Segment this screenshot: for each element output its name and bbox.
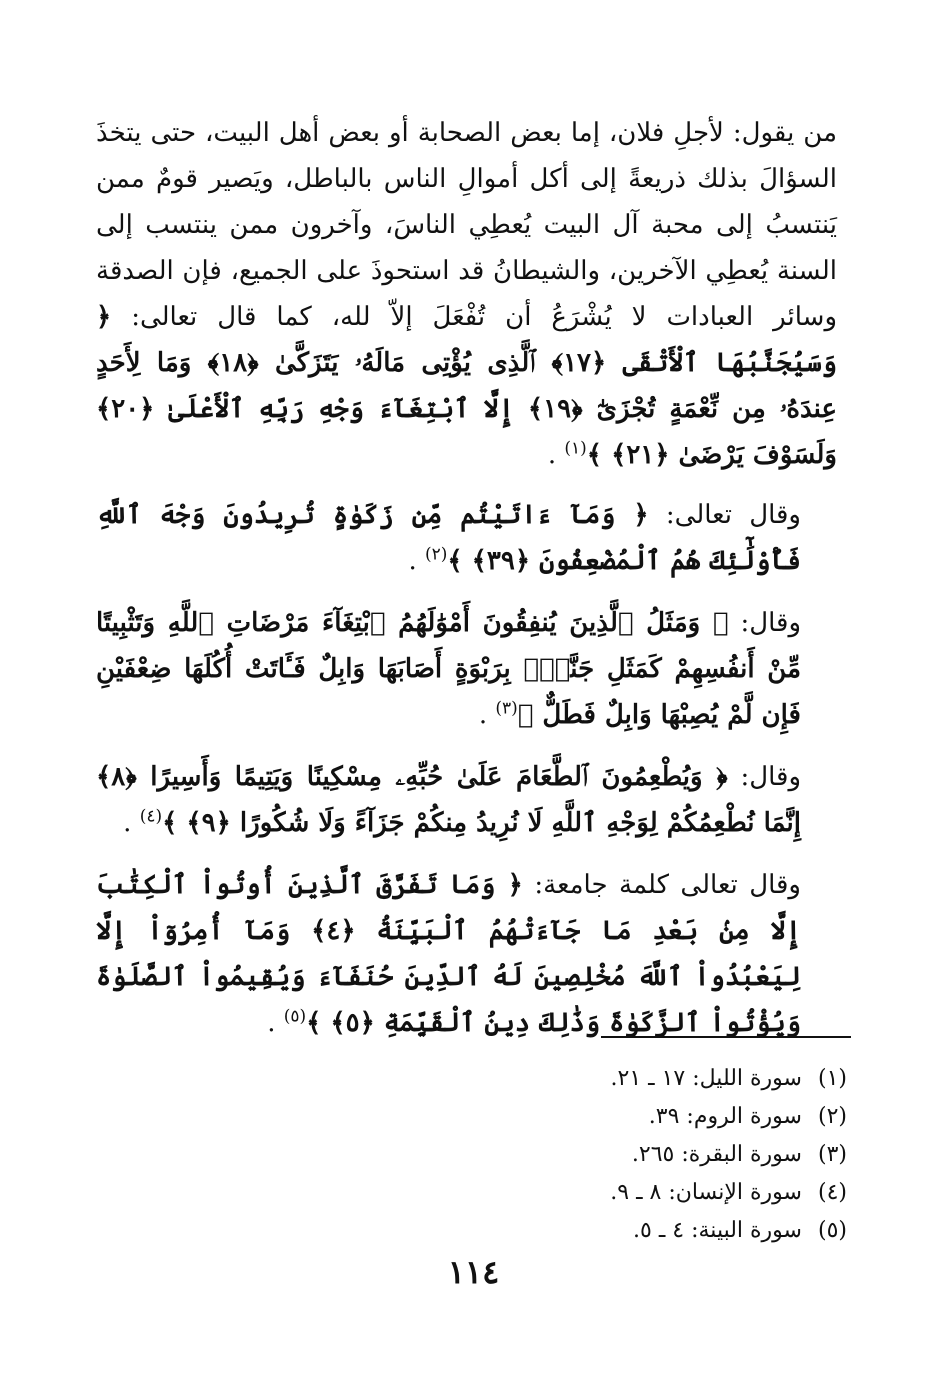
footnote-number: (٥) bbox=[817, 1218, 847, 1243]
paragraph-1-ref: (١) bbox=[564, 438, 587, 459]
footnotes-list bbox=[447, 1060, 847, 1250]
footnote-separator bbox=[601, 1036, 851, 1038]
paragraph-4-ref: (٤) bbox=[139, 806, 163, 827]
paragraph-2-quran: ﴿ وَمَآ ءَاتَيْتُم مِّن زَكَوٰةٍ تُرِيدُونَ وَجْهَ ٱللَّهِ فَأُوْلَٰٓئِكَ هُمُ ٱلْمُضْعِفُونَ ﴿٣٩﴾ ﴾ bbox=[96, 500, 801, 576]
paragraph-5 bbox=[96, 862, 837, 1046]
paragraph-1-quran: ﴿ وَسَيُجَنَّبُهَا ٱلْأَتْقَى ﴿١٧﴾ ٱلَّذِى يُؤْتِى مَالَهُۥ يَتَزَكَّىٰ ﴿١٨﴾ وَمَا لِأَحَدٍ عِندَهُۥ مِن نِّعْمَةٍ تُجْزَىٰٓ ﴿١٩﴾ إِلَّا ٱبْتِغَآءَ وَجْهِ رَبِّهِ ٱلْأَعْلَىٰ ﴿٢٠﴾ وَلَسَوْفَ يَرْضَىٰ ﴿٢١﴾ ﴾ bbox=[96, 302, 838, 470]
paragraph-3 bbox=[96, 600, 837, 738]
page-number: ١١٤ bbox=[447, 1253, 500, 1291]
footnote-text: سورة الليل: ١٧ ـ ٢١. bbox=[610, 1066, 802, 1091]
paragraph-4-text: وقال: bbox=[740, 762, 801, 792]
paragraph-5-text: وقال تعالى كلمة جامعة: bbox=[534, 870, 801, 900]
footnote-item bbox=[447, 1060, 847, 1098]
paragraph-1-text: من يقول: لأجلِ فلان، إما بعض الصحابة أو بعض أهل البيت، حتى يتخذَ السؤالَ بذلك ذريعةً إلى أكل أموالِ الناس بالباطل، ويَصير قومٌ ممن يَنتسبُ إلى محبة آل البيت يُعطِي الناسَ، وآخرون ممن ينتسب إلى السنة يُعطِي الآخرين، والشيطانُ قد استحوذَ على الجميع، فإن الصدقة وسائر العبادات لا يُشْرَعُ أن تُفْعَلَ إلاّ لله، كما قال تعالى: bbox=[96, 118, 837, 332]
footnote-text: سورة الإنسان: ٨ ـ ٩. bbox=[610, 1180, 802, 1205]
paragraph-1-tail: . bbox=[547, 440, 557, 470]
paragraph-4 bbox=[96, 754, 837, 846]
paragraph-3-ref: (٣) bbox=[495, 698, 518, 719]
footnote-item bbox=[447, 1136, 847, 1174]
paragraph-1 bbox=[96, 110, 837, 478]
paragraph-4-quran: ﴿ وَيُطْعِمُونَ ٱلطَّعَامَ عَلَىٰ حُبِّهِۦ مِسْكِينًا وَيَتِيمًا وَأَسِيرًا ﴿٨﴾ إِنَّمَا نُطْعِمُكُمْ لِوَجْهِ ٱللَّهِ لَا نُرِيدُ مِنكُمْ جَزَآءً وَلَا شُكُورًا ﴿٩﴾ ﴾ bbox=[96, 762, 801, 838]
footnote-number: (٣) bbox=[817, 1142, 847, 1167]
paragraph-3-tail: . bbox=[478, 700, 488, 730]
footnote-number: (٤) bbox=[817, 1180, 847, 1205]
paragraph-3-text: وقال: bbox=[740, 608, 802, 638]
footnote-text: سورة الروم: ٣٩. bbox=[648, 1104, 802, 1129]
footnote-item bbox=[447, 1174, 847, 1212]
paragraph-2-text: وقال تعالى: bbox=[665, 500, 801, 530]
paragraph-5-ref: (٥) bbox=[283, 1006, 307, 1027]
paragraph-5-quran: ﴿ وَمَا تَفَرَّقَ ٱلَّذِينَ أُوتُواْ ٱلْكِتَٰبَ إِلَّا مِنۢ بَعْدِ مَا جَآءَتْهُمُ ٱلْبَيِّنَةُ ﴿٤﴾ وَمَآ أُمِرُوٓاْ إِلَّا لِيَعْبُدُواْ ٱللَّهَ مُخْلِصِينَ لَهُ ٱلدِّينَ حُنَفَآءَ وَيُقِيمُواْ ٱلصَّلَوٰةَ وَيُؤْتُواْ ٱلزَّكَوٰةَ وَذَٰلِكَ دِينُ ٱلْقَيِّمَةِ ﴿٥﴾ ﴾ bbox=[96, 870, 801, 1038]
paragraph-5-tail: . bbox=[267, 1008, 276, 1038]
paragraph-2 bbox=[96, 492, 837, 584]
footnote-number: (٢) bbox=[817, 1104, 847, 1129]
paragraph-3-quran: ﴿ وَمَثَلُ ٱلَّذِينَ يُنفِقُونَ أَمْوَٰلَهُمُ ٱبْتِغَآءَ مَرْضَاتِ ٱللَّهِ وَتَثْبِيتًا مِّنْ أَنفُسِهِمْ كَمَثَلِ جَنَّةٍۭ بِرَبْوَةٍ أَصَابَهَا وَابِلٌ فَـَٔاتَتْ أُكُلَهَا ضِعْفَيْنِ فَإِن لَّمْ يُصِبْهَا وَابِلٌ فَطَلٌّ ﴾ bbox=[96, 608, 801, 730]
footnote-text: سورة البينة: ٤ ـ ٥. bbox=[633, 1218, 802, 1243]
paragraph-2-tail: . bbox=[408, 546, 417, 576]
footnote-number: (١) bbox=[817, 1066, 847, 1091]
paragraph-4-tail: . bbox=[123, 808, 132, 838]
footnote-item bbox=[447, 1212, 847, 1250]
footnote-item bbox=[447, 1098, 847, 1136]
paragraph-2-ref: (٢) bbox=[424, 544, 448, 565]
footnote-text: سورة البقرة: ٢٦٥. bbox=[631, 1142, 802, 1167]
